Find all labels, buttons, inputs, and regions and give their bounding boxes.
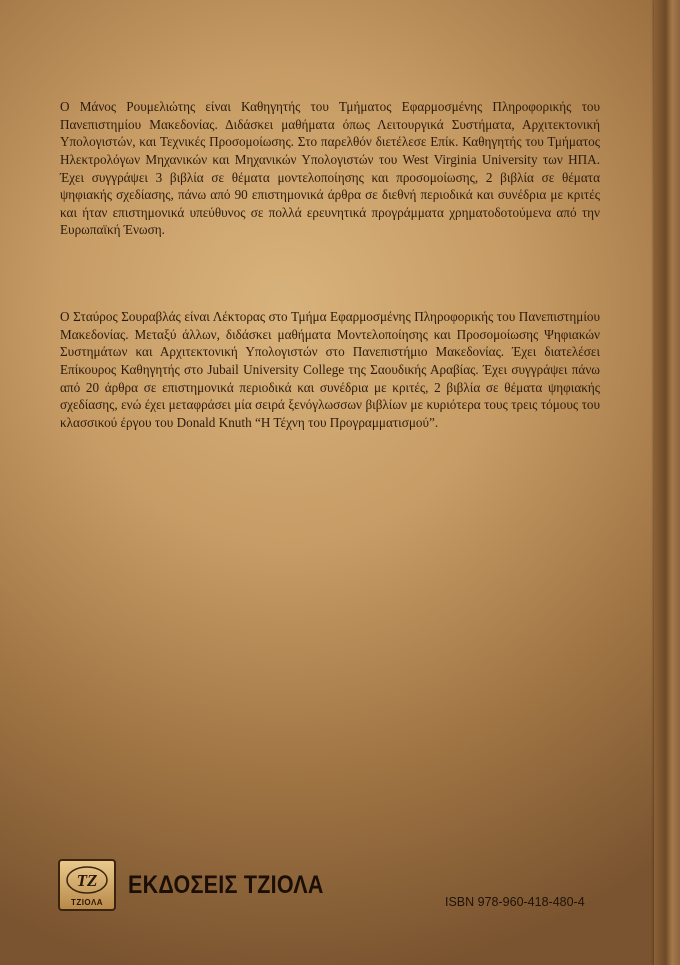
isbn-number: ISBN 978-960-418-480-4 — [445, 895, 585, 909]
publisher-logo — [58, 859, 116, 911]
author-bio-roumeliotis: Ο Μάνος Ρουμελιώτης είναι Καθηγητής του Τμήματος Εφαρμοσμένης Πληροφορικής του Πανεπιστημίου Μακεδονίας. Διδάσκει μαθήματα όπως Λειτουργικά Συστήματα, Αρχιτεκτονική Υπολογιστών, και Τεχνικές Προσομοίωσης. Στο παρελθόν διετέλεσε Επίκ. Καθηγητής του Τμήματος Ηλεκτρολόγων Μηχανικών και Μηχανικών Υπολογιστών του West Virginia University των ΗΠΑ. Έχει συγγράψει 3 βιβλία σε θέματα μοντελοποίησης και προσομοίωσης, 2 βιβλία σε θέματα ψηφιακής σχεδίασης, πάνω από 90 επιστημονικά άρθρα σε διεθνή περιοδικά και συνέδρια με κριτές και ήταν επιστημονικά υπεύθυνος σε πολλά ερευνητικά προγράμματα χρηματοδοτούμενα από την Ευρωπαϊκή Ένωση. — [60, 99, 600, 238]
logo-caption: ΤΖΙΟΛΑ — [70, 898, 104, 907]
logo-monogram: ΤΖ — [76, 871, 98, 890]
author-bio-souravlas: Ο Σταύρος Σουραβλάς είναι Λέκτορας στο Τμήμα Εφαρμοσμένης Πληροφορικής του Πανεπιστημίου Μακεδονίας. Μεταξύ άλλων, διδάσκει μαθήματα Μοντελοποίησης και Προσομοίωσης Ψηφιακών Συστημάτων και Αρχιτεκτονική Υπολογιστών στο Πανεπιστήμιο Μακεδονίας. Έχει διατελέσει Επίκουρος Καθηγητής στο Jubail University College της Σαουδικής Αραβίας. Έχει συγγράψει πάνω από 20 άρθρα σε επιστημονικά περιοδικά και συνέδρια με κριτές, 2 βιβλία σε θέματα ψηφιακής σχεδίασης, ενώ έχει μεταφράσει μία σειρά ξενόγλωσσων βιβλίων με κυριότερα τους τρεις τόμους του κλασσικού έργου του Donald Knuth “Η Τέχνη του Προγραμματισμού”. — [60, 309, 600, 430]
publisher-name: ΕΚΔΟΣΕΙΣ ΤΖΙΟΛΑ — [128, 870, 324, 899]
spine-edge — [654, 0, 680, 965]
publisher-block — [58, 858, 356, 912]
